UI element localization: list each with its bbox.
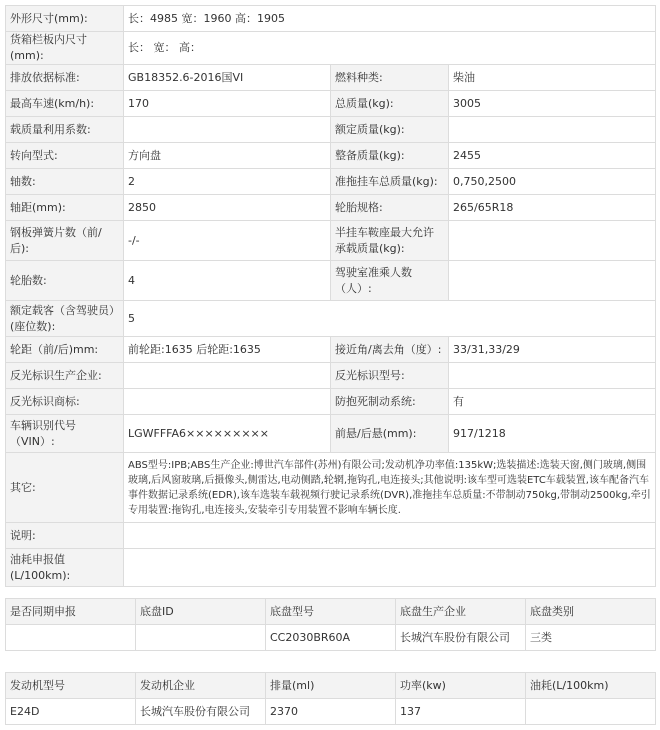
steering-label: 转向型式: xyxy=(6,143,124,169)
spec-row-load xyxy=(6,117,656,143)
chassis-header-id: 底盘ID xyxy=(136,599,266,625)
chassis-maker-value: 长城汽车股份有限公司 xyxy=(396,625,526,651)
chassis-header-sync: 是否同期申报 xyxy=(6,599,136,625)
spec-row-rated-passengers xyxy=(6,301,656,337)
rated-passengers-label: 额定载客（含驾驶员）(座位数): xyxy=(6,301,124,337)
spec-row-note xyxy=(6,523,656,549)
engine-header-model: 发动机型号 xyxy=(6,673,136,699)
other-value: ABS型号:IPB;ABS生产企业:博世汽车部件(苏州)有限公司;发动机净功率值:135kW;选装描述:选装天窗,侧门玻璃,侧围玻璃,后风窗玻璃,后摄像头,侧雷达,电动侧踏,轮辋,拖钩孔,电连接头;其他说明:该车型可选装ETC车载装置,该车配备汽车事件数据记录系统(EDR),该车选装车载视频行驶记录系统(DVR),准拖挂车总质量:不带制动750kg,带制动2500kg,牵引专用装置:拖钩孔,电连接头,安装牵引专用装置不影响车辆长度. xyxy=(124,453,656,523)
cargo-size-label: 货箱栏板内尺寸(mm): xyxy=(6,32,124,65)
fuel-type-label: 燃料种类: xyxy=(331,65,449,91)
angle-value: 33/31,33/29 xyxy=(449,337,656,363)
reflect-maker-value xyxy=(124,363,331,389)
spec-row-vin xyxy=(6,415,656,453)
spec-row-steering xyxy=(6,143,656,169)
wheelbase-label: 轴距(mm): xyxy=(6,195,124,221)
spec-row-cargo-size xyxy=(6,32,656,65)
spec-row-tire-count xyxy=(6,261,656,301)
tire-spec-label: 轮胎规格: xyxy=(331,195,449,221)
abs-value: 有 xyxy=(449,389,656,415)
leaf-spring-label: 钢板弹簧片数（前/后): xyxy=(6,221,124,261)
max-speed-label: 最高车速(km/h): xyxy=(6,91,124,117)
total-mass-value: 3005 xyxy=(449,91,656,117)
outer-size-value: 长：4985 宽：1960 高：1905 xyxy=(124,6,656,32)
spec-row-outer-size xyxy=(6,6,656,32)
trailer-mass-label: 准拖挂车总质量(kg): xyxy=(331,169,449,195)
chassis-header-row xyxy=(6,599,656,625)
chassis-id-value xyxy=(136,625,266,651)
chassis-class-value: 三类 xyxy=(526,625,656,651)
tire-count-label: 轮胎数: xyxy=(6,261,124,301)
chassis-sync-value xyxy=(6,625,136,651)
chassis-header-class: 底盘类别 xyxy=(526,599,656,625)
trailer-mass-value: 0,750,2500 xyxy=(449,169,656,195)
tire-count-value: 4 xyxy=(124,261,331,301)
axles-value: 2 xyxy=(124,169,331,195)
reflect-model-label: 反光标识型号: xyxy=(331,363,449,389)
overhang-value: 917/1218 xyxy=(449,415,656,453)
spec-row-leaf-spring xyxy=(6,221,656,261)
spec-row-axles xyxy=(6,169,656,195)
reflect-brand-value xyxy=(124,389,331,415)
vin-label: 车辆识别代号（VIN）: xyxy=(6,415,124,453)
abs-label: 防抱死制动系统: xyxy=(331,389,449,415)
other-label: 其它: xyxy=(6,453,124,523)
max-speed-value: 170 xyxy=(124,91,331,117)
leaf-spring-value: -/- xyxy=(124,221,331,261)
chassis-model-value: CC2030BR60A xyxy=(266,625,396,651)
chassis-data-row xyxy=(6,625,656,651)
spec-row-reflect-maker xyxy=(6,363,656,389)
rated-passengers-value: 5 xyxy=(124,301,656,337)
engine-power-value: 137 xyxy=(396,699,526,725)
engine-maker-value: 长城汽车股份有限公司 xyxy=(136,699,266,725)
spec-row-track xyxy=(6,337,656,363)
engine-model-value: E24D xyxy=(6,699,136,725)
curb-mass-value: 2455 xyxy=(449,143,656,169)
chassis-header-model: 底盘型号 xyxy=(266,599,396,625)
cab-passengers-value xyxy=(449,261,656,301)
emission-value: GB18352.6-2016国VI xyxy=(124,65,331,91)
curb-mass-label: 整备质量(kg): xyxy=(331,143,449,169)
engine-header-row xyxy=(6,673,656,699)
angle-label: 接近角/离去角（度）: xyxy=(331,337,449,363)
vehicle-spec-table xyxy=(5,5,656,587)
tire-spec-value: 265/65R18 xyxy=(449,195,656,221)
load-util-value xyxy=(124,117,331,143)
cargo-size-value: 长： 宽： 高： xyxy=(124,32,656,65)
total-mass-label: 总质量(kg): xyxy=(331,91,449,117)
engine-header-fuel: 油耗(L/100km) xyxy=(526,673,656,699)
engine-data-row xyxy=(6,699,656,725)
note-label: 说明: xyxy=(6,523,124,549)
wheelbase-value: 2850 xyxy=(124,195,331,221)
chassis-header-maker: 底盘生产企业 xyxy=(396,599,526,625)
steering-value: 方向盘 xyxy=(124,143,331,169)
cab-passengers-label: 驾驶室准乘人数（人）: xyxy=(331,261,449,301)
spec-row-other xyxy=(6,453,656,523)
track-label: 轮距（前/后)mm: xyxy=(6,337,124,363)
note-value xyxy=(124,523,656,549)
engine-displacement-value: 2370 xyxy=(266,699,396,725)
engine-fuel-value xyxy=(526,699,656,725)
engine-header-displacement: 排量(ml) xyxy=(266,673,396,699)
rated-load-value xyxy=(449,117,656,143)
track-value: 前轮距:1635 后轮距:1635 xyxy=(124,337,331,363)
fuel-type-value: 柴油 xyxy=(449,65,656,91)
outer-size-label: 外形尺寸(mm): xyxy=(6,6,124,32)
reflect-model-value xyxy=(449,363,656,389)
fuel-report-value xyxy=(124,549,656,587)
vin-value: LGWFFFA6××××××××× xyxy=(124,415,331,453)
reflect-brand-label: 反光标识商标: xyxy=(6,389,124,415)
spec-row-emission xyxy=(6,65,656,91)
load-util-label: 载质量利用系数: xyxy=(6,117,124,143)
spec-row-wheelbase xyxy=(6,195,656,221)
chassis-table xyxy=(5,598,656,651)
spec-row-speed xyxy=(6,91,656,117)
axles-label: 轴数: xyxy=(6,169,124,195)
fuel-report-label: 油耗申报值(L/100km): xyxy=(6,549,124,587)
overhang-label: 前悬/后悬(mm): xyxy=(331,415,449,453)
rated-load-label: 额定质量(kg): xyxy=(331,117,449,143)
spec-row-fuel-report xyxy=(6,549,656,587)
spec-row-reflect-brand xyxy=(6,389,656,415)
engine-header-power: 功率(kw) xyxy=(396,673,526,699)
semi-trailer-value xyxy=(449,221,656,261)
emission-label: 排放依据标准: xyxy=(6,65,124,91)
engine-header-maker: 发动机企业 xyxy=(136,673,266,699)
reflect-maker-label: 反光标识生产企业: xyxy=(6,363,124,389)
semi-trailer-label: 半挂车鞍座最大允许承载质量(kg): xyxy=(331,221,449,261)
engine-table xyxy=(5,672,656,725)
